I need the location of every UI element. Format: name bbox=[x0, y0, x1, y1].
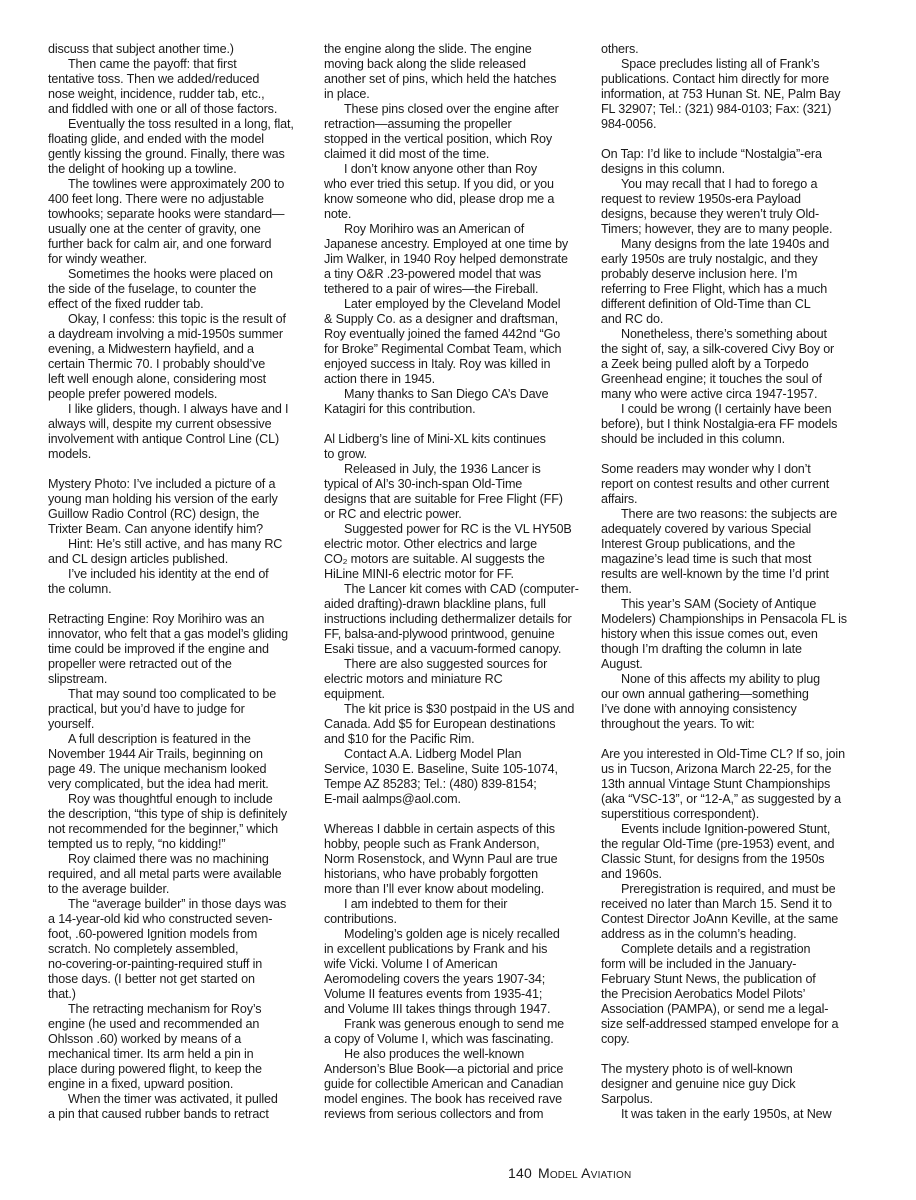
text-column-2 bbox=[324, 42, 609, 1122]
text-line: designs that are suitable for Free Flight (FF) bbox=[324, 492, 563, 506]
text-line: mechanical timer. Its arm held a pin in bbox=[48, 1047, 254, 1061]
text-line: and $10 for the Pacific Rim. bbox=[324, 732, 475, 746]
paragraph bbox=[324, 432, 609, 462]
text-line: and fiddled with one or all of those factors. bbox=[48, 102, 278, 116]
text-line: I don’t know anyone other than Roy bbox=[344, 162, 538, 176]
text-line: early 1950s are truly nostalgic, and they bbox=[601, 252, 818, 266]
text-line: in place. bbox=[324, 87, 370, 101]
text-line: the engine along the slide. The engine bbox=[324, 42, 532, 56]
text-line: hobby, people such as Frank Anderson, bbox=[324, 837, 540, 851]
text-line: Roy Morihiro was an American of bbox=[344, 222, 525, 236]
text-line: Ohlsson .60) worked by means of a bbox=[48, 1032, 242, 1046]
text-line: note. bbox=[324, 207, 352, 221]
text-line: stopped in the vertical position, which Roy bbox=[324, 132, 553, 146]
text-line: place during powered flight, to keep the bbox=[48, 1062, 262, 1076]
text-line: contributions. bbox=[324, 912, 397, 926]
page-number: 140 bbox=[508, 1165, 532, 1181]
text-line: I could be wrong (I certainly have been bbox=[621, 402, 832, 416]
text-line: young man holding his version of the early bbox=[48, 492, 278, 506]
text-line: equipment. bbox=[324, 687, 385, 701]
text-line: wife Vicki. Volume I of American bbox=[324, 957, 498, 971]
text-line: typical of Al’s 30-inch-span Old-Time bbox=[324, 477, 523, 491]
text-line: those days. (I better not get started on bbox=[48, 972, 255, 986]
text-line: and RC do. bbox=[601, 312, 664, 326]
paragraph bbox=[48, 792, 333, 852]
paragraph bbox=[601, 822, 886, 882]
text-line: Greenhead engine; it touches the soul of bbox=[601, 372, 822, 386]
paragraph bbox=[601, 147, 886, 177]
text-line: designs in this column. bbox=[601, 162, 725, 176]
paragraph bbox=[324, 927, 609, 1017]
paragraph bbox=[48, 267, 333, 312]
text-line: Trixter Beam. Can anyone identify him? bbox=[48, 522, 264, 536]
paragraph bbox=[601, 747, 886, 822]
text-line: Sarpolus. bbox=[601, 1092, 653, 1106]
text-line: Okay, I confess: this topic is the result of bbox=[68, 312, 286, 326]
text-line: I’ve done with annoying consistency bbox=[601, 702, 797, 716]
text-line: Some readers may wonder why I don’t bbox=[601, 462, 811, 476]
text-line: Guillow Radio Control (RC) design, the bbox=[48, 507, 260, 521]
text-line: Space precludes listing all of Frank’s bbox=[621, 57, 820, 71]
text-line: know someone who did, please drop me a bbox=[324, 192, 555, 206]
text-line: tempted us to reply, “no kidding!” bbox=[48, 837, 226, 851]
text-line: size self-addressed stamped envelope for a bbox=[601, 1017, 839, 1031]
text-line: the sight of, say, a silk-covered Civy Boy or bbox=[601, 342, 835, 356]
text-line: Esaki tissue, and a vacuum-formed canopy. bbox=[324, 642, 562, 656]
paragraph bbox=[324, 102, 609, 162]
text-line: Katagiri for this contribution. bbox=[324, 402, 476, 416]
text-line: others. bbox=[601, 42, 639, 56]
text-line: not recommended for the beginner,” which bbox=[48, 822, 278, 836]
text-line: The retracting mechanism for Roy’s bbox=[68, 1002, 262, 1016]
text-line: further back for calm air, and one forward bbox=[48, 237, 272, 251]
text-column-1 bbox=[48, 42, 333, 1122]
paragraph bbox=[48, 57, 333, 117]
text-line: page 49. The unique mechanism looked bbox=[48, 762, 267, 776]
text-line: towhooks; separate hooks were standard— bbox=[48, 207, 285, 221]
text-line: yourself. bbox=[48, 717, 95, 731]
text-line: and 1960s. bbox=[601, 867, 662, 881]
text-line: throughout the years. To wit: bbox=[601, 717, 755, 731]
text-line: before), but I think Nostalgia-era FF models bbox=[601, 417, 838, 431]
text-line: address as in the column’s heading. bbox=[601, 927, 797, 941]
text-line: action there in 1945. bbox=[324, 372, 435, 386]
paragraph bbox=[601, 177, 886, 237]
text-line: a Zeek being pulled aloft by a Torpedo bbox=[601, 357, 809, 371]
paragraph bbox=[324, 702, 609, 747]
text-line: This year’s SAM (Society of Antique bbox=[621, 597, 817, 611]
paragraph bbox=[48, 1092, 333, 1122]
paragraph bbox=[601, 507, 886, 597]
text-line: the delight of hooking up a towline. bbox=[48, 162, 237, 176]
text-line: Preregistration is required, and must be bbox=[621, 882, 836, 896]
text-line: Sometimes the hooks were placed on bbox=[68, 267, 273, 281]
paragraph bbox=[48, 687, 333, 732]
paragraph bbox=[48, 567, 333, 597]
text-line: Roy eventually joined the famed 442nd “Go bbox=[324, 327, 561, 341]
paragraph bbox=[324, 462, 609, 522]
paragraph bbox=[601, 237, 886, 327]
text-line: Roy was thoughtful enough to include bbox=[68, 792, 273, 806]
text-line: & Supply Co. as a designer and draftsman, bbox=[324, 312, 558, 326]
text-line: There are two reasons: the subjects are bbox=[621, 507, 838, 521]
text-line: I am indebted to them for their bbox=[344, 897, 508, 911]
paragraph bbox=[48, 852, 333, 897]
paragraph bbox=[48, 537, 333, 567]
text-line: Frank was generous enough to send me bbox=[344, 1017, 565, 1031]
paragraph bbox=[324, 747, 609, 807]
text-line: When the timer was activated, it pulled bbox=[68, 1092, 278, 1106]
text-line: HiLine MINI-6 electric motor for FF. bbox=[324, 567, 514, 581]
text-line: very complicated, but the idea had merit. bbox=[48, 777, 269, 791]
text-line: retraction—assuming the propeller bbox=[324, 117, 512, 131]
text-line: probably deserve inclusion here. I’m bbox=[601, 267, 798, 281]
text-line: scratch. No completely assembled, bbox=[48, 942, 239, 956]
text-line: FL 32907; Tel.: (321) 984-0103; Fax: (321) bbox=[601, 102, 832, 116]
text-line: affairs. bbox=[601, 492, 638, 506]
text-line: electric motors and miniature RC bbox=[324, 672, 503, 686]
text-line: Contest Director JoAnn Keville, at the same bbox=[601, 912, 839, 926]
text-line: superstitious correspondent). bbox=[601, 807, 760, 821]
text-line: I like gliders, though. I always have and I bbox=[68, 402, 289, 416]
paragraph bbox=[324, 822, 609, 897]
text-line: instructions including dethermalizer details for bbox=[324, 612, 572, 626]
text-line: referring to Free Flight, which has a much bbox=[601, 282, 828, 296]
text-line: designs, because they weren’t truly Old- bbox=[601, 207, 820, 221]
text-line: adequately covered by various Special bbox=[601, 522, 812, 536]
text-line: and Volume III takes things through 1947. bbox=[324, 1002, 551, 1016]
text-line: the description, “this type of ship is definitely bbox=[48, 807, 288, 821]
text-line: None of this affects my ability to plug bbox=[621, 672, 821, 686]
text-line: (aka “VSC-13”, or “12-A,” as suggested by a bbox=[601, 792, 841, 806]
text-line: Japanese ancestry. Employed at one time by bbox=[324, 237, 569, 251]
text-line: many who were active circa 1947-1957. bbox=[601, 387, 818, 401]
text-line: Timers; however, they are to many people. bbox=[601, 222, 833, 236]
paragraph bbox=[48, 897, 333, 1002]
text-line: a daydream involving a mid-1950s summer bbox=[48, 327, 283, 341]
paragraph bbox=[324, 297, 609, 387]
text-line: different definition of Old-Time than CL bbox=[601, 297, 811, 311]
paragraph bbox=[324, 522, 609, 582]
text-line: foot, .60-powered Ignition models from bbox=[48, 927, 258, 941]
text-line: On Tap: I’d like to include “Nostalgia”-era bbox=[601, 147, 822, 161]
text-line: The kit price is $30 postpaid in the US and bbox=[344, 702, 575, 716]
paragraph bbox=[601, 327, 886, 402]
text-line: a tiny O&R .23-powered model that was bbox=[324, 267, 542, 281]
text-line: historians, who have probably forgotten bbox=[324, 867, 538, 881]
text-line: He also produces the well-known bbox=[344, 1047, 525, 1061]
text-line: Modelers) Championships in Pensacola FL is bbox=[601, 612, 847, 626]
text-line: for Broke” Regimental Combat Team, which bbox=[324, 342, 562, 356]
page-footer bbox=[508, 1165, 631, 1181]
paragraph bbox=[601, 402, 886, 447]
paragraph bbox=[324, 582, 609, 657]
text-line: There are also suggested sources for bbox=[344, 657, 548, 671]
text-line: Hint: He’s still active, and has many RC bbox=[68, 537, 283, 551]
text-line: Classic Stunt, for designs from the 1950s bbox=[601, 852, 825, 866]
text-line: Later employed by the Cleveland Model bbox=[344, 297, 561, 311]
text-line: required, and all metal parts were available bbox=[48, 867, 282, 881]
paragraph bbox=[48, 177, 333, 267]
paragraph bbox=[48, 1002, 333, 1092]
paragraph bbox=[48, 477, 333, 537]
text-line: Are you interested in Old-Time CL? If so, join bbox=[601, 747, 845, 761]
text-line: should be included in this column. bbox=[601, 432, 785, 446]
text-line: These pins closed over the engine after bbox=[344, 102, 559, 116]
text-line: tentative toss. Then we added/reduced bbox=[48, 72, 260, 86]
paragraph bbox=[324, 387, 609, 417]
text-line: November 1944 Air Trails, beginning on bbox=[48, 747, 263, 761]
text-line: magazine’s lead time is such that most bbox=[601, 552, 812, 566]
text-line: designer and genuine nice guy Dick bbox=[601, 1077, 796, 1091]
text-line: who ever tried this setup. If you did, or you bbox=[324, 177, 554, 191]
text-line: E-mail aalmps@aol.com. bbox=[324, 792, 461, 806]
text-line: Jim Walker, in 1940 Roy helped demonstrate bbox=[324, 252, 568, 266]
text-line: Eventually the toss resulted in a long, flat, bbox=[68, 117, 294, 131]
text-line: practical, but you’d have to judge for bbox=[48, 702, 245, 716]
text-line: usually one at the center of gravity, one bbox=[48, 222, 261, 236]
text-line: effect of the fixed rudder tab. bbox=[48, 297, 204, 311]
text-line: no-covering-or-painting-required stuff in bbox=[48, 957, 263, 971]
text-line: engine (he used and recommended an bbox=[48, 1017, 260, 1031]
text-line: It was taken in the early 1950s, at New bbox=[621, 1107, 832, 1121]
text-line: request to review 1950s-era Payload bbox=[601, 192, 801, 206]
text-line: I’ve included his identity at the end of bbox=[68, 567, 269, 581]
paragraph bbox=[48, 612, 333, 687]
text-line: propeller were retracted out of the bbox=[48, 657, 232, 671]
text-line: people prefer powered models. bbox=[48, 387, 218, 401]
text-line: Then came the payoff: that first bbox=[68, 57, 237, 71]
text-line: claimed it did most of the time. bbox=[324, 147, 490, 161]
paragraph bbox=[324, 162, 609, 222]
text-line: Interest Group publications, and the bbox=[601, 537, 796, 551]
text-line: 984-0056. bbox=[601, 117, 657, 131]
text-line: another set of pins, which held the hatches bbox=[324, 72, 557, 86]
text-line: Anderson’s Blue Book—a pictorial and price bbox=[324, 1062, 564, 1076]
text-line: to the average builder. bbox=[48, 882, 170, 896]
paragraph bbox=[601, 462, 886, 507]
text-line: models. bbox=[48, 447, 92, 461]
text-line: The “average builder” in those days was bbox=[68, 897, 287, 911]
text-line: A full description is featured in the bbox=[68, 732, 251, 746]
paragraph bbox=[601, 1062, 886, 1107]
paragraph bbox=[324, 657, 609, 702]
text-line: a pin that caused rubber bands to retract bbox=[48, 1107, 269, 1121]
text-line: Association (PAMPA), or send me a legal- bbox=[601, 1002, 829, 1016]
text-line: Norm Rosenstock, and Wynn Paul are true bbox=[324, 852, 558, 866]
text-line: guide for collectible American and Canadian bbox=[324, 1077, 564, 1091]
text-line: The Lancer kit comes with CAD (computer- bbox=[344, 582, 579, 596]
text-line: them. bbox=[601, 582, 632, 596]
text-line: always will, despite my current obsessive bbox=[48, 417, 272, 431]
text-line: Nonetheless, there’s something about bbox=[621, 327, 827, 341]
text-line: 400 feet long. There were no adjustable bbox=[48, 192, 264, 206]
text-line: received no later than March 15. Send it to bbox=[601, 897, 832, 911]
text-line: innovator, who felt that a gas model’s gliding bbox=[48, 627, 289, 641]
text-line: Whereas I dabble in certain aspects of this bbox=[324, 822, 555, 836]
text-line: results are well-known by the time I’d print bbox=[601, 567, 829, 581]
text-line: Tempe AZ 85283; Tel.: (480) 839-8154; bbox=[324, 777, 537, 791]
text-line: floating glide, and ended with the model bbox=[48, 132, 264, 146]
paragraph bbox=[324, 1047, 609, 1122]
text-line: Aeromodeling covers the years 1907-34; bbox=[324, 972, 546, 986]
paragraph bbox=[601, 57, 886, 132]
text-column-3 bbox=[601, 42, 886, 1122]
text-line: model engines. The book has received rave bbox=[324, 1092, 562, 1106]
paragraph bbox=[601, 672, 886, 732]
paragraph bbox=[601, 1107, 886, 1122]
text-line: Events include Ignition-powered Stunt, bbox=[621, 822, 831, 836]
paragraph bbox=[48, 42, 333, 57]
text-line: Volume II features events from 1935-41; bbox=[324, 987, 543, 1001]
text-line: The mystery photo is of well-known bbox=[601, 1062, 793, 1076]
text-line: tethered to a pair of wires—the Fireball. bbox=[324, 282, 539, 296]
text-line: Roy claimed there was no machining bbox=[68, 852, 269, 866]
text-line: the regular Old-Time (pre-1953) event, and bbox=[601, 837, 835, 851]
text-line: Complete details and a registration bbox=[621, 942, 811, 956]
text-line: 13th annual Vintage Stunt Championships bbox=[601, 777, 831, 791]
paragraph bbox=[48, 312, 333, 402]
text-line: a copy of Volume I, which was fascinating. bbox=[324, 1032, 554, 1046]
text-line: You may recall that I had to forego a bbox=[621, 177, 818, 191]
text-line: Suggested power for RC is the VL HY50B bbox=[344, 522, 572, 536]
paragraph bbox=[601, 42, 886, 57]
text-line: history when this issue comes out, even bbox=[601, 627, 818, 641]
text-line: CO₂ motors are suitable. Al suggests the bbox=[324, 552, 545, 566]
text-line: Mystery Photo: I’ve included a picture of a bbox=[48, 477, 276, 491]
text-line: in excellent publications by Frank and his bbox=[324, 942, 548, 956]
paragraph bbox=[324, 222, 609, 297]
text-line: the Precision Aerobatics Model Pilots’ bbox=[601, 987, 806, 1001]
text-line: left well enough alone, considering most bbox=[48, 372, 267, 386]
text-line: Released in July, the 1936 Lancer is bbox=[344, 462, 541, 476]
text-line: a 14-year-old kid who constructed seven- bbox=[48, 912, 273, 926]
text-line: certain Thermic 70. I probably should’ve bbox=[48, 357, 266, 371]
text-line: and CL design articles published. bbox=[48, 552, 229, 566]
text-line: publications. Contact him directly for more bbox=[601, 72, 830, 86]
paragraph bbox=[601, 882, 886, 942]
text-line: involvement with antique Control Line (CL) bbox=[48, 432, 280, 446]
text-line: The towlines were approximately 200 to bbox=[68, 177, 285, 191]
text-line: engine in a fixed, upward position. bbox=[48, 1077, 234, 1091]
text-line: report on contest results and other current bbox=[601, 477, 830, 491]
text-line: evening, a Midwestern hayfield, and a bbox=[48, 342, 254, 356]
text-line: Many thanks to San Diego CA’s Dave bbox=[344, 387, 549, 401]
text-line: form will be included in the January- bbox=[601, 957, 797, 971]
paragraph bbox=[48, 402, 333, 462]
text-line: enjoyed success in Italy. Roy was killed in bbox=[324, 357, 551, 371]
text-line: Al Lidberg’s line of Mini-XL kits continues bbox=[324, 432, 546, 446]
text-line: That may sound too complicated to be bbox=[68, 687, 277, 701]
text-line: Retracting Engine: Roy Morihiro was an bbox=[48, 612, 265, 626]
text-line: to grow. bbox=[324, 447, 367, 461]
magazine-name: Model Aviation bbox=[537, 1165, 632, 1181]
text-line: Contact A.A. Lidberg Model Plan bbox=[344, 747, 522, 761]
text-line: gently kissing the ground. Finally, there was bbox=[48, 147, 285, 161]
text-line: information, at 753 Hunan St. NE, Palm Bay bbox=[601, 87, 841, 101]
paragraph bbox=[601, 597, 886, 672]
text-line: that.) bbox=[48, 987, 76, 1001]
text-line: the side of the fuselage, to counter the bbox=[48, 282, 257, 296]
text-line: August. bbox=[601, 657, 643, 671]
paragraph bbox=[324, 1017, 609, 1047]
text-line: slipstream. bbox=[48, 672, 108, 686]
text-line: for windy weather. bbox=[48, 252, 147, 266]
text-line: FF, balsa-and-plywood printwood, genuine bbox=[324, 627, 555, 641]
text-line: us in Tucson, Arizona March 22-25, for the bbox=[601, 762, 832, 776]
text-line: February Stunt News, the publication of bbox=[601, 972, 816, 986]
text-line: or RC and electric power. bbox=[324, 507, 462, 521]
text-line: Modeling’s golden age is nicely recalled bbox=[344, 927, 560, 941]
text-line: the column. bbox=[48, 582, 112, 596]
paragraph bbox=[324, 897, 609, 927]
text-line: copy. bbox=[601, 1032, 630, 1046]
paragraph bbox=[48, 732, 333, 792]
text-line: Canada. Add $5 for European destinations bbox=[324, 717, 556, 731]
text-line: nose weight, incidence, rudder tab, etc., bbox=[48, 87, 265, 101]
paragraph bbox=[601, 942, 886, 1047]
paragraph bbox=[324, 42, 609, 102]
text-line: our own annual gathering—something bbox=[601, 687, 809, 701]
text-line: time could be improved if the engine and bbox=[48, 642, 269, 656]
text-line: aided drafting)-drawn blackline plans, full bbox=[324, 597, 546, 611]
text-line: though I’m drafting the column in late bbox=[601, 642, 802, 656]
text-line: more than I’ll ever know about modeling. bbox=[324, 882, 545, 896]
text-line: Service, 1030 E. Baseline, Suite 105-1074, bbox=[324, 762, 558, 776]
text-line: electric motor. Other electrics and large bbox=[324, 537, 537, 551]
text-line: Many designs from the late 1940s and bbox=[621, 237, 830, 251]
text-line: reviews from serious collectors and from bbox=[324, 1107, 544, 1121]
paragraph bbox=[48, 117, 333, 177]
text-line: moving back along the slide released bbox=[324, 57, 526, 71]
text-line: discuss that subject another time.) bbox=[48, 42, 234, 56]
